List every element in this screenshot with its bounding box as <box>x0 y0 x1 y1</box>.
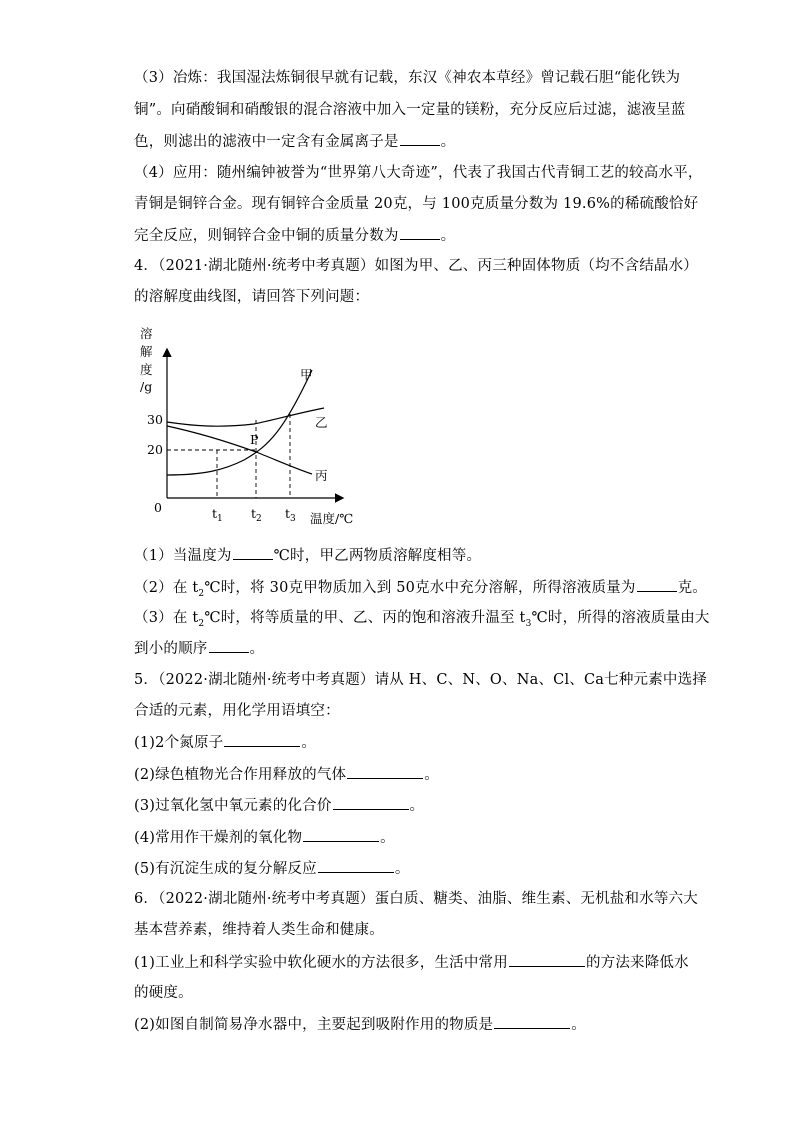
punct: 。 <box>440 134 456 150</box>
question5-item2 <box>134 764 439 785</box>
answer-blank[interactable] <box>400 131 440 146</box>
series-label-jia: 甲 <box>300 367 313 382</box>
item-text: (3)过氧化氢中氧元素的化合价 <box>134 798 332 814</box>
sub2-text-b: ℃时，将 30克甲物质加入到 50克水中充分溶解，所得溶液质量为 <box>204 580 636 596</box>
q3-smelt-line3 <box>134 131 455 152</box>
item-text: (2)绿色植物光合作用释放的气体 <box>134 767 347 783</box>
sub1-text: （1）当温度为 <box>134 548 232 564</box>
solubility-chart <box>134 320 374 530</box>
subscript: 2 <box>198 618 205 629</box>
question4-line1: 4．（2021·湖北随州·统考中考真题）如图为甲、乙、丙三种固体物质（均不含结晶水） <box>134 258 698 274</box>
y-tick-20: 20 <box>147 442 163 457</box>
solubility-chart-svg <box>134 320 374 530</box>
punct: 。 <box>571 1017 586 1033</box>
question6-sub1-line2: 的硬度。 <box>134 985 193 1001</box>
punct: 。 <box>440 228 456 244</box>
subscript: 3 <box>525 618 532 629</box>
question5-item5 <box>134 858 410 879</box>
question6-line2: 基本营养素，维持着人类生命和健康。 <box>134 922 384 938</box>
sub2-text-post: 克。 <box>677 580 707 596</box>
question5-line1: 5．（2022·湖北随州·统考中考真题）请从 H、C、N、O、Na、Cl、Ca七种元素中选择 <box>134 672 708 688</box>
y-axis-label-char: 解 <box>140 344 153 359</box>
curve-yi <box>167 408 324 426</box>
intersection-point-label: P <box>250 432 259 447</box>
x-tick-t3: $t_3$ <box>285 506 296 524</box>
q3-smelt-text: 色，则滤出的滤液中一定含有金属离子是 <box>134 134 399 150</box>
sub3-text-line2: 到小的顺序 <box>134 641 208 657</box>
answer-blank[interactable] <box>209 638 249 653</box>
x-tick-t2: $t_2$ <box>251 506 262 524</box>
q3-smelt-line2: 铜”。向硝酸铜和硝酸银的混合溶液中加入一定量的镁粉，充分反应后过滤，滤液呈蓝 <box>134 102 686 118</box>
answer-blank[interactable] <box>224 732 300 747</box>
q4-apply-line3 <box>134 225 455 246</box>
sub3-text-c: ℃时，所得的溶液质量由大 <box>531 610 710 626</box>
y-tick-30: 30 <box>147 412 163 427</box>
question4-sub2 <box>134 577 707 604</box>
punct: 。 <box>424 767 439 783</box>
punct: 。 <box>249 641 265 657</box>
question4-line2: 的溶解度曲线图，请回答下列问题： <box>134 289 370 305</box>
q4-apply-line2: 青铜是铜锌合金。现有铜锌合金质量 20克，与 100克质量分数为 19.6%的稀硫酸恰好 <box>134 196 699 212</box>
q4-apply-line1: （4）应用：随州编钟被誉为“世界第八大奇迹”，代表了我国古代青铜工艺的较高水平， <box>134 165 703 181</box>
punct: 。 <box>380 830 395 846</box>
answer-blank[interactable] <box>303 827 379 842</box>
item-text: (4)常用作干燥剂的氧化物 <box>134 830 303 846</box>
q3-smelt-line1: （3）冶炼：我国湿法炼铜很早就有记载，东汉《神农本草经》曾记载石胆“能化铁为 <box>134 70 681 86</box>
question5-item3 <box>134 795 424 816</box>
question6-sub1 <box>134 952 689 973</box>
series-label-yi: 乙 <box>315 415 328 430</box>
item-text: (1)2个氮原子 <box>134 735 224 751</box>
question6-sub2 <box>134 1014 586 1035</box>
answer-blank[interactable] <box>233 545 273 560</box>
y-axis-label-char: 溶 <box>140 326 153 341</box>
answer-blank[interactable] <box>318 858 394 873</box>
answer-blank[interactable] <box>494 1014 570 1029</box>
question4-sub3-line2 <box>134 638 264 659</box>
question5-line2: 合适的元素，用化学用语填空： <box>134 703 340 719</box>
y-axis-label-char: /g <box>140 379 153 394</box>
question5-item1 <box>134 732 316 753</box>
sub3-text: （3）在 t <box>134 610 199 626</box>
question6-line1: 6．（2022·湖北随州·统考中考真题）蛋白质、糖类、油脂、维生素、无机盐和水等六大 <box>134 891 698 907</box>
answer-blank[interactable] <box>333 795 409 810</box>
x-tick-t1: $t_1$ <box>212 506 223 524</box>
sub2-text: （2）在 t <box>134 580 199 596</box>
sub2-text: (2)如图自制简易净水器中，主要起到吸附作用的物质是 <box>134 1017 494 1033</box>
answer-blank[interactable] <box>509 952 585 967</box>
question5-item4 <box>134 827 395 848</box>
sub1-text: (1)工业上和科学实验中软化硬水的方法很多，生活中常用 <box>134 955 508 971</box>
y-axis-label-char: 度 <box>140 362 153 377</box>
answer-blank[interactable] <box>347 764 423 779</box>
punct: 。 <box>409 798 425 814</box>
sub1-text-post: 的方法来降低水 <box>585 955 689 971</box>
answer-blank[interactable] <box>637 577 677 592</box>
answer-blank[interactable] <box>400 225 440 240</box>
question4-sub1 <box>134 545 481 566</box>
q4-apply-text: 完全反应，则铜锌合金中铜的质量分数为 <box>134 228 399 244</box>
item-text: (5)有沉淀生成的复分解反应 <box>134 861 317 877</box>
punct: 。 <box>394 861 410 877</box>
sub1-text-post: ℃时，甲乙两物质溶解度相等。 <box>273 548 482 564</box>
question4-sub3 <box>134 608 710 634</box>
origin-label: 0 <box>154 500 162 515</box>
series-label-bing: 丙 <box>315 468 328 483</box>
x-axis-label: 温度/℃ <box>310 511 354 526</box>
sub3-text-b: ℃时，将等质量的甲、乙、丙的饱和溶液升温至 t <box>204 610 526 626</box>
punct: 。 <box>301 735 317 751</box>
subscript: 2 <box>198 588 205 599</box>
